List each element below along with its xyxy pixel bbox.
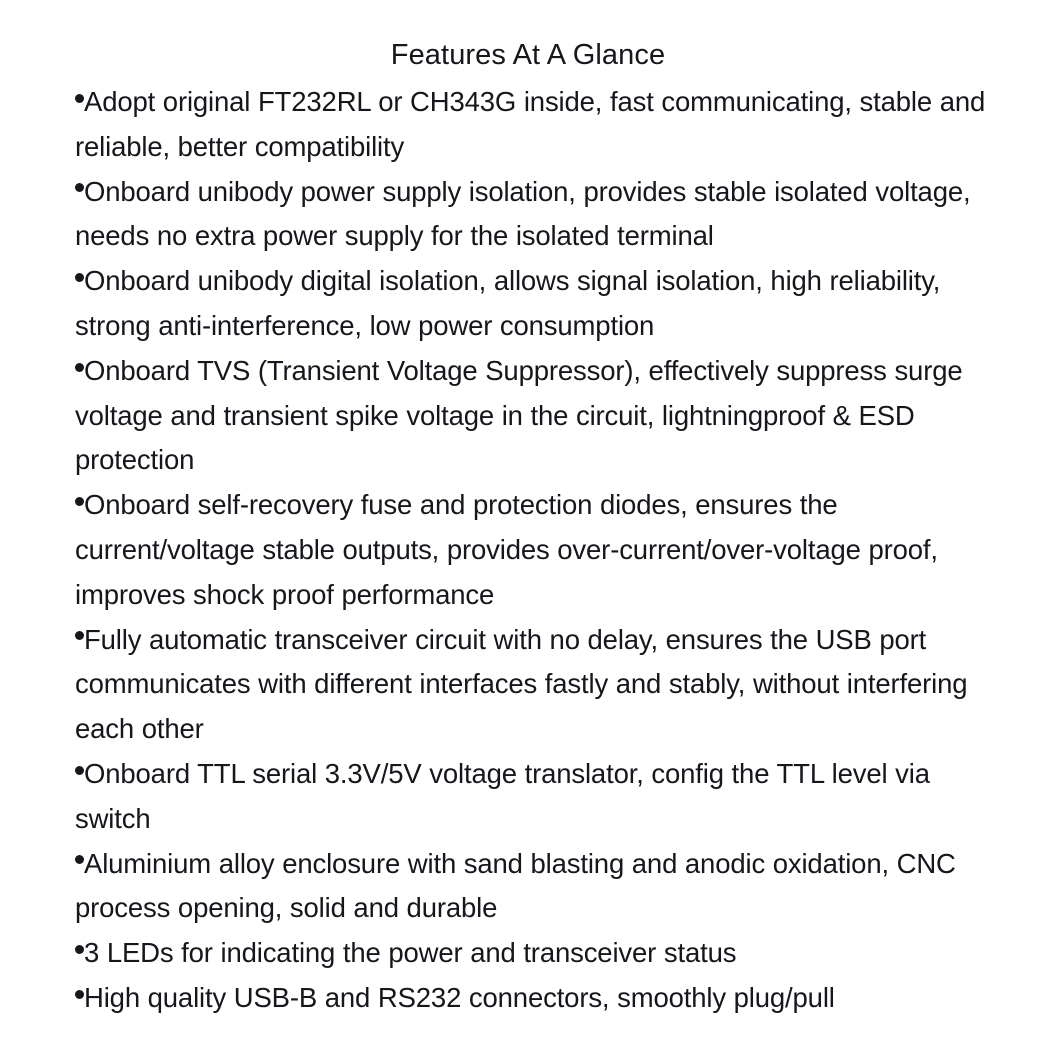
list-item-label: Aluminium alloy enclosure with sand blasting and anodic oxidation, CNC process opening, solid and durable (75, 847, 956, 924)
list-item (75, 618, 987, 752)
list-item-label: Onboard unibody power supply isolation, provides stable isolated voltage, needs no extra power supply for the isolated terminal (75, 175, 971, 252)
bullet-icon (75, 766, 84, 775)
list-item (75, 80, 987, 170)
list-item (75, 752, 987, 842)
list-item (75, 483, 987, 617)
list-item (75, 931, 987, 976)
list-item (75, 842, 987, 932)
page-title: Features At A Glance (390, 39, 666, 71)
list-item (75, 349, 987, 483)
list-item-label: High quality USB-B and RS232 connectors, smoothly plug/pull (84, 981, 835, 1013)
bullet-icon (75, 945, 84, 954)
list-item-label: Onboard TVS (Transient Voltage Suppressor), effectively suppress surge voltage and transient spike voltage in the circuit, lightningproof & ESD protection (75, 354, 963, 476)
bullet-icon (75, 273, 84, 282)
bullet-icon (75, 990, 84, 999)
bullet-icon (75, 631, 84, 640)
bullet-icon (75, 183, 84, 192)
list-item-label: Onboard self-recovery fuse and protection diodes, ensures the current/voltage stable outputs, provides over-current/over-voltage proof, improves shock proof performance (75, 489, 938, 610)
list-item-label: Onboard TTL serial 3.3V/5V voltage translator, config the TTL level via switch (75, 757, 930, 834)
list-item (75, 259, 987, 349)
bullet-icon (75, 855, 84, 864)
list-item-label: Fully automatic transceiver circuit with no delay, ensures the USB port communicates with different interfaces fastly and stably, without interfering each other (75, 623, 968, 745)
bullet-icon (75, 497, 84, 506)
list-item (75, 170, 987, 260)
list-item-label: Onboard unibody digital isolation, allows signal isolation, high reliability, strong anti-interference, low power consumption (75, 265, 941, 341)
feature-list (75, 80, 987, 1021)
list-item-label: 3 LEDs for indicating the power and transceiver status (84, 937, 737, 969)
bullet-icon (75, 94, 84, 103)
bullet-icon (75, 363, 84, 372)
list-item (75, 976, 987, 1021)
list-item-label: Adopt original FT232RL or CH343G inside, fast communicating, stable and reliable, better compatibility (75, 86, 986, 162)
